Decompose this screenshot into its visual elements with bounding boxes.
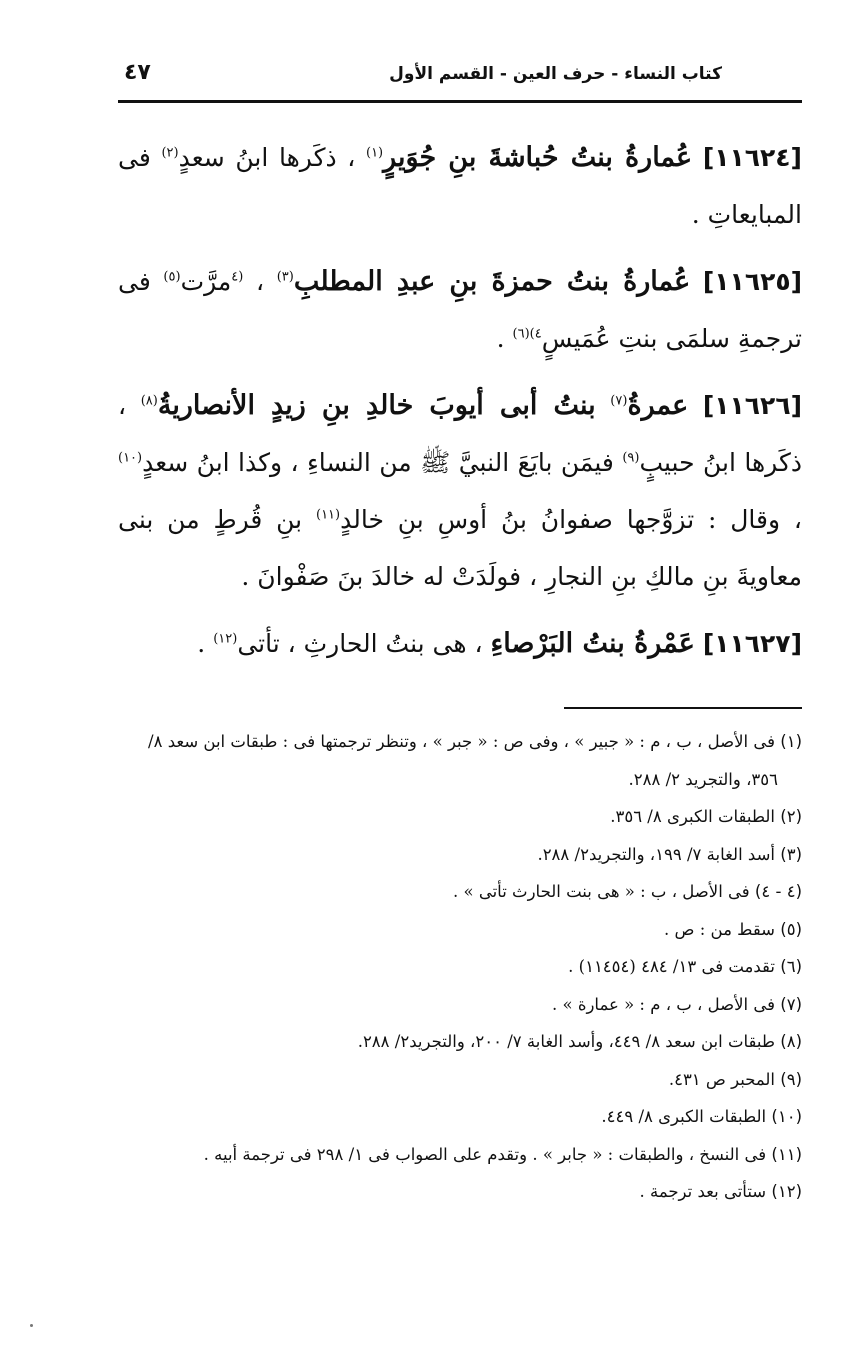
footnote bbox=[118, 836, 802, 874]
footnote-text: تقدمت فى ١٣/ ٤٨٤ (١١٤٥٤) . bbox=[568, 957, 775, 976]
footnote-marker: (٢) bbox=[780, 807, 802, 826]
footnote-marker: (٣) bbox=[780, 844, 802, 864]
entry-number: [١١٦٢٦] bbox=[702, 391, 803, 420]
entry-name: عمرةُ bbox=[627, 390, 689, 421]
footnote-text: فى الأصل ، ب ، م : « عمارة » . bbox=[551, 994, 775, 1014]
entry-11627 bbox=[118, 615, 802, 672]
footnote bbox=[118, 911, 802, 949]
footnote-marker: (٤ - ٤) bbox=[754, 882, 802, 901]
entry-text: . bbox=[197, 629, 206, 658]
footnote bbox=[118, 873, 802, 911]
entry-text: . bbox=[496, 324, 505, 353]
entry-text: فى المبايعاتِ . bbox=[118, 143, 802, 229]
footnote-text: الطبقات الكبرى ٨/ ٣٥٦. bbox=[610, 807, 775, 826]
footnote bbox=[118, 948, 802, 986]
footnote-marker: (٩) bbox=[780, 1069, 802, 1089]
footnote-ref: (١١) bbox=[315, 507, 341, 523]
footnote bbox=[118, 1061, 802, 1099]
footnote-ref: (٨) bbox=[140, 393, 158, 409]
footnote-marker: (١١) bbox=[771, 1144, 802, 1164]
footnote bbox=[118, 1098, 802, 1136]
footnote-ref: ٤)(٦) bbox=[512, 326, 542, 342]
footnote-text: طبقات ابن سعد ٨/ ٤٤٩، وأسد الغابة ٧/ ٢٠٠، والتجريد٢/ ٢٨٨. bbox=[357, 1032, 775, 1051]
entry-number: [١١٦٢٧] bbox=[702, 629, 802, 658]
footnote-marker: (١٢) bbox=[771, 1182, 802, 1201]
footnote-ref: (٣) bbox=[276, 269, 294, 285]
footnote-text: أسد الغابة ٧/ ١٩٩، والتجريد٢/ ٢٨٨. bbox=[537, 844, 775, 864]
footnote-marker: (٥) bbox=[780, 919, 802, 939]
footnote bbox=[118, 986, 802, 1024]
footnote-text: الطبقات الكبرى ٨/ ٤٤٩. bbox=[601, 1107, 767, 1126]
entry-name: عُمارةُ بنتُ حمزةَ بنِ عبدِ المطلبِ bbox=[293, 266, 691, 297]
running-title: كتاب النساء - حرف العين - القسم الأول bbox=[389, 64, 722, 84]
footnote bbox=[118, 1173, 802, 1211]
scan-speck bbox=[30, 1324, 33, 1327]
footnote-marker: (٨) bbox=[780, 1032, 802, 1051]
entry-text: فيمَن بايَعَ النبيَّ ﷺ من النساءِ ، وكذا ابنُ سعدٍ bbox=[142, 448, 614, 477]
entry-name: عَمْرةُ بنتُ البَرْصاءِ bbox=[490, 628, 695, 659]
footnote-ref: (٤ bbox=[231, 269, 244, 285]
entry-text: ، ذكَرها ابنُ سعدٍ bbox=[178, 143, 356, 172]
footnote-marker: (٧) bbox=[780, 994, 802, 1014]
entry-11625 bbox=[118, 253, 802, 367]
entry-text: ، bbox=[255, 267, 265, 296]
book-page bbox=[118, 60, 802, 1211]
footnote-ref: (٩) bbox=[622, 450, 640, 466]
page-header bbox=[118, 60, 802, 103]
footnote-ref: (٢) bbox=[161, 145, 179, 161]
footnotes bbox=[118, 723, 802, 1211]
footnote-ref: (١) bbox=[365, 145, 384, 161]
entry-number: [١١٦٢٥] bbox=[702, 267, 803, 296]
entry-text: ، هى بنتُ الحارثِ ، تأتى bbox=[237, 629, 483, 658]
entry-text: بنِ قُرطٍ من بنى معاويةَ بنِ مالكِ بنِ النجارِ ، فولَدَتْ له خالدَ بنَ صَفْوانَ . bbox=[118, 505, 802, 591]
main-text bbox=[118, 129, 802, 672]
entry-text: مرَّت bbox=[180, 267, 232, 296]
footnote bbox=[118, 1023, 802, 1061]
entry-name-continued: بنتُ أبى أيوبَ خالدِ بنِ زيدٍ الأنصاريةُ bbox=[157, 390, 596, 421]
entry-text: ، وقال : تزوَّجها صفوانُ بنُ أوسِ بنِ خالدٍ bbox=[340, 505, 802, 534]
entry-11624 bbox=[118, 129, 802, 243]
footnote bbox=[118, 723, 802, 798]
footnote-marker: (٦) bbox=[780, 957, 802, 976]
footnote bbox=[118, 1136, 802, 1174]
footnote-divider bbox=[564, 707, 802, 709]
footnote-text: ستأتى بعد ترجمة . bbox=[639, 1182, 767, 1201]
footnote-text: المحبر ص ٤٣١. bbox=[668, 1069, 775, 1089]
footnote-ref: (١٠) bbox=[118, 450, 143, 466]
entry-number: [١١٦٢٤] bbox=[702, 143, 802, 172]
entry-11626 bbox=[118, 377, 802, 605]
footnote-text: فى الأصل ، ب ، م : « جبير » ، وفى ص : « جبر » ، وتنظر ترجمتها فى : طبقات ابن سعد ٨/ ٣٥٦، والتجريد ٢/ ٢٨٨. bbox=[148, 732, 778, 789]
footnote-text: سقط من : ص . bbox=[664, 919, 775, 939]
footnote bbox=[118, 798, 802, 836]
footnote-ref: (٧) bbox=[610, 393, 628, 409]
footnote-ref: (١٢) bbox=[213, 631, 238, 647]
entry-text: ، ذكَرها ابنُ حبيبٍ bbox=[118, 391, 802, 477]
footnote-marker: (١) bbox=[780, 732, 802, 751]
page-number: ٤٧ bbox=[124, 60, 151, 85]
entry-name: عُمارةُ بنتُ حُباشةَ بنِ جُوَيرٍ bbox=[383, 142, 693, 173]
footnote-text: فى الأصل ، ب : « هى بنت الحارث تأتى » . bbox=[453, 882, 750, 901]
footnote-marker: (١٠) bbox=[771, 1107, 802, 1126]
footnote-text: فى النسخ ، والطبقات : « جابر » . وتقدم على الصواب فى ١/ ٢٩٨ فى ترجمة أبيه . bbox=[203, 1144, 767, 1164]
footnote-ref: (٥) bbox=[163, 269, 181, 285]
entry-text: فى ترجمةِ سلمَى بنتِ عُمَيسٍ bbox=[118, 267, 802, 353]
